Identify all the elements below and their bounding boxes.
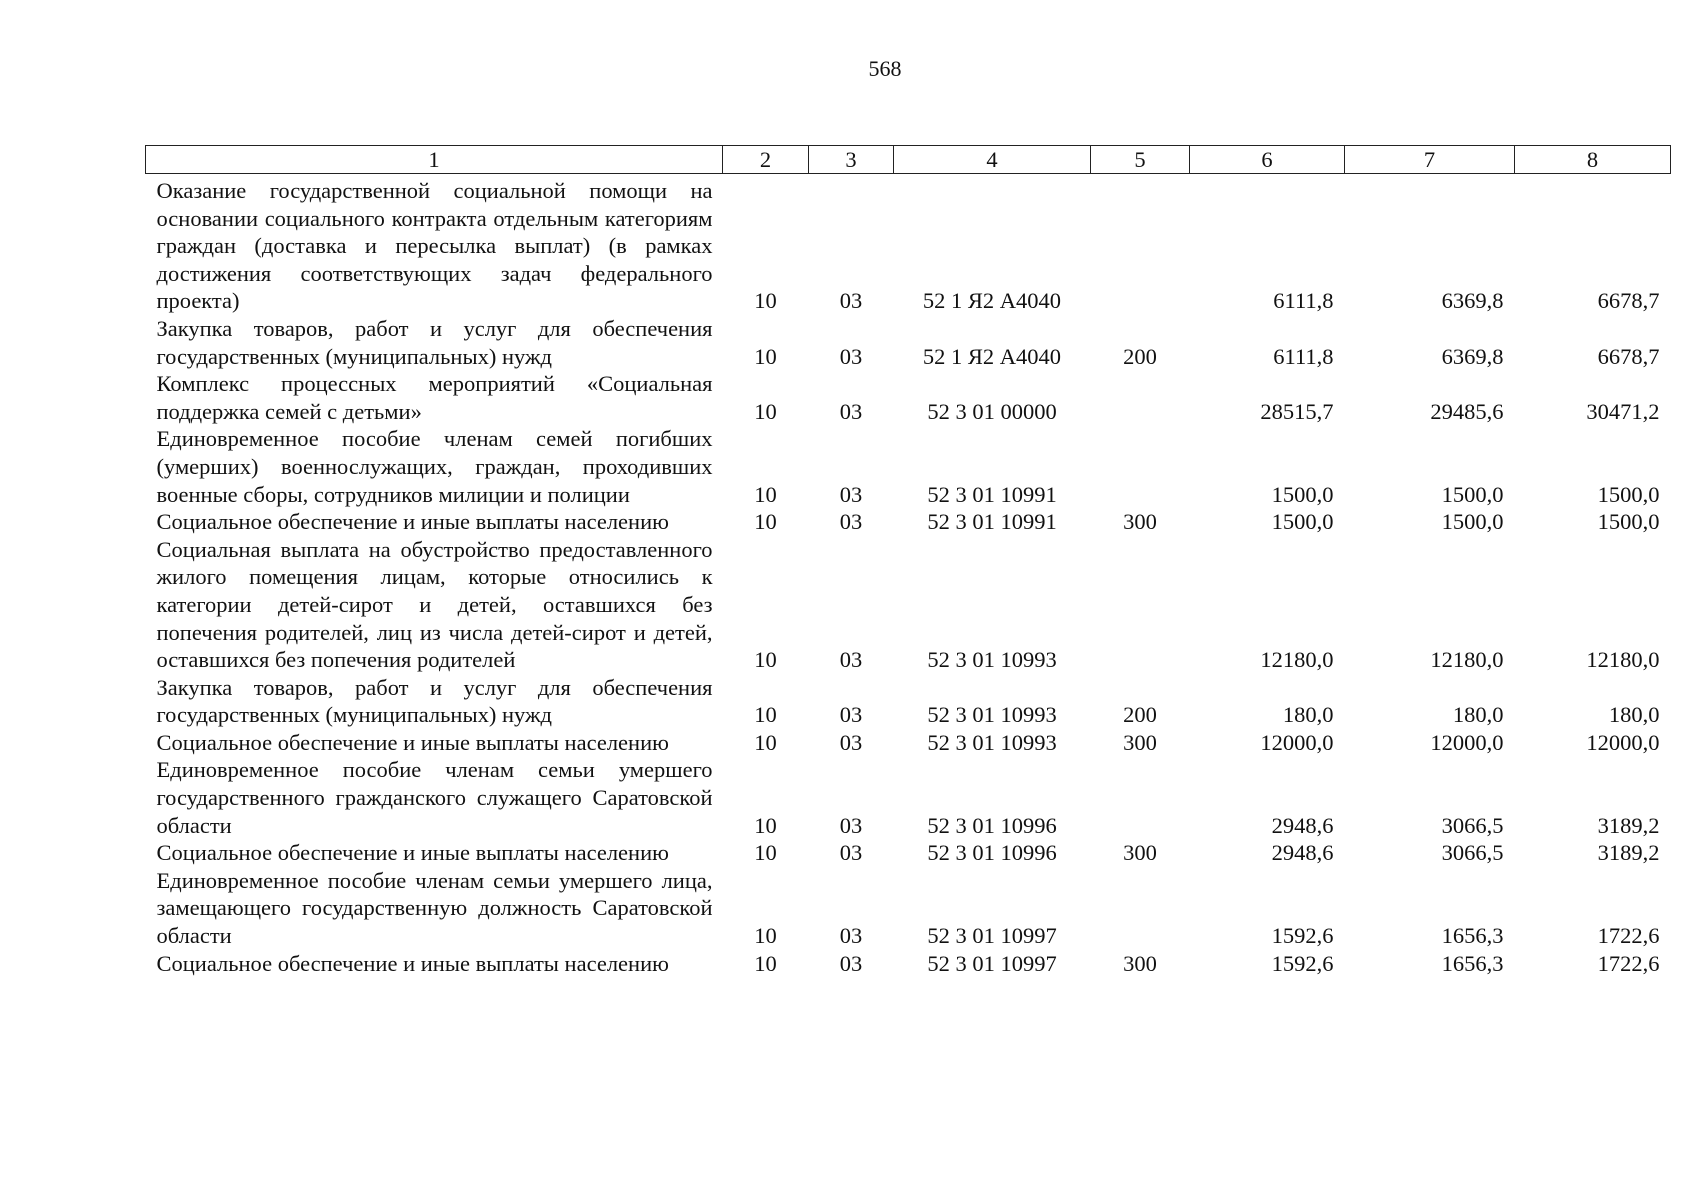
row-target-code: 52 3 01 00000 <box>927 398 1057 424</box>
row-subsection: 03 <box>839 481 863 507</box>
row-value-year2: 6369,8 <box>1441 343 1504 369</box>
row-subsection: 03 <box>839 702 863 728</box>
row-section: 10 <box>754 923 777 949</box>
budget-table <box>145 145 1671 977</box>
row-target-code: 52 3 01 10997 <box>927 923 1057 949</box>
header-col-1: 1 <box>146 146 723 174</box>
row-value-year3: 1722,6 <box>1597 923 1660 949</box>
row-value-year1: 6111,8 <box>1273 288 1334 314</box>
row-expense-type <box>1091 174 1190 315</box>
table-row <box>146 950 1671 978</box>
header-col-3: 3 <box>809 146 894 174</box>
row-value-year1: 1500,0 <box>1271 481 1334 507</box>
row-target-code: 52 1 Я2 A4040 <box>922 343 1062 369</box>
row-value-year3: 12000,0 <box>1586 729 1660 755</box>
row-subsection: 03 <box>839 398 863 424</box>
row-section: 10 <box>754 729 777 755</box>
row-name: Единовременное пособие членам семьи умершего лица, замещающего государственную должность Саратовской области <box>156 867 713 949</box>
row-name: Единовременное пособие членам семей погибших (умерших) военнослужащих, граждан, проходивших военные сборы, сотрудников милиции и полиции <box>156 426 713 507</box>
row-target-code: 52 1 Я2 A4040 <box>922 288 1062 314</box>
row-expense-type: 300 <box>1123 840 1157 866</box>
row-value-year1: 6111,8 <box>1273 343 1334 369</box>
row-value-year3: 1500,0 <box>1597 481 1660 507</box>
row-expense-type: 200 <box>1123 343 1157 369</box>
row-section: 10 <box>754 702 777 728</box>
row-subsection: 03 <box>839 647 863 673</box>
row-name: Социальное обеспечение и иные выплаты населению <box>156 840 669 866</box>
row-name: Закупка товаров, работ и услуг для обеспечения государственных (муниципальных) нужд <box>156 315 713 369</box>
row-value-year3: 6678,7 <box>1597 343 1660 369</box>
table-row <box>146 839 1671 867</box>
table-row <box>146 536 1671 674</box>
row-value-year2: 3066,5 <box>1441 812 1504 838</box>
row-name: Оказание государственной социальной помощи на основании социального контракта отдельным категориям граждан (доставка и пересылка выплат) (в рамках достижения соответствующих задач федерального проекта) <box>156 178 713 314</box>
row-value-year1: 12000,0 <box>1260 729 1334 755</box>
row-section: 10 <box>754 398 777 424</box>
row-value-year3: 1500,0 <box>1597 509 1660 535</box>
row-expense-type: 200 <box>1123 702 1157 728</box>
row-section: 10 <box>754 840 777 866</box>
row-target-code: 52 3 01 10993 <box>927 729 1057 755</box>
row-section: 10 <box>754 812 777 838</box>
row-value-year1: 2948,6 <box>1271 840 1334 866</box>
header-row <box>146 146 1671 174</box>
row-value-year2: 12180,0 <box>1430 647 1504 673</box>
row-expense-type <box>1091 756 1190 839</box>
row-value-year3: 30471,2 <box>1586 398 1660 424</box>
row-value-year2: 180,0 <box>1452 702 1504 728</box>
header-col-2: 2 <box>723 146 809 174</box>
row-target-code: 52 3 01 10991 <box>927 509 1057 535</box>
table-row <box>146 867 1671 950</box>
row-expense-type <box>1091 370 1190 425</box>
table-row <box>146 425 1671 508</box>
table-header <box>146 146 1671 174</box>
row-section: 10 <box>754 950 777 976</box>
row-subsection: 03 <box>839 840 863 866</box>
row-subsection: 03 <box>839 950 863 976</box>
row-value-year1: 12180,0 <box>1260 647 1334 673</box>
row-value-year2: 1500,0 <box>1441 481 1504 507</box>
row-name: Социальное обеспечение и иные выплаты населению <box>156 729 669 755</box>
row-value-year3: 12180,0 <box>1586 647 1660 673</box>
row-name: Социальная выплата на обустройство предоставленного жилого помещения лицам, которые относились к категории детей-сирот и детей, оставшихся без попечения родителей, лиц из числа детей-сирот и детей, оставшихся без попечения родителей <box>156 536 713 673</box>
header-col-4: 4 <box>894 146 1091 174</box>
row-section: 10 <box>754 481 777 507</box>
table-row <box>146 174 1671 315</box>
row-value-year3: 6678,7 <box>1597 288 1660 314</box>
header-col-6: 6 <box>1190 146 1345 174</box>
row-expense-type <box>1091 867 1190 950</box>
row-value-year1: 1592,6 <box>1271 950 1334 976</box>
table-row <box>146 370 1671 425</box>
row-subsection: 03 <box>839 729 863 755</box>
row-value-year2: 1656,3 <box>1441 950 1504 976</box>
row-value-year1: 1592,6 <box>1271 923 1334 949</box>
header-col-5: 5 <box>1091 146 1190 174</box>
table-row <box>146 729 1671 757</box>
row-section: 10 <box>754 647 777 673</box>
row-subsection: 03 <box>839 509 863 535</box>
page-number: 568 <box>868 56 902 81</box>
row-value-year2: 29485,6 <box>1430 398 1504 424</box>
header-col-8: 8 <box>1515 146 1671 174</box>
row-name: Социальное обеспечение и иные выплаты населению <box>156 509 669 535</box>
row-name: Единовременное пособие членам семьи умершего государственного гражданского служащего Саратовской области <box>156 757 713 838</box>
row-value-year1: 2948,6 <box>1271 812 1334 838</box>
row-value-year2: 6369,8 <box>1441 288 1504 314</box>
row-subsection: 03 <box>839 288 863 314</box>
row-target-code: 52 3 01 10991 <box>927 481 1057 507</box>
row-target-code: 52 3 01 10996 <box>927 840 1057 866</box>
row-subsection: 03 <box>839 923 863 949</box>
table-row <box>146 674 1671 729</box>
row-value-year2: 1656,3 <box>1441 923 1504 949</box>
row-section: 10 <box>754 343 777 369</box>
row-value-year1: 28515,7 <box>1260 398 1334 424</box>
row-expense-type <box>1091 536 1190 674</box>
row-value-year3: 180,0 <box>1608 702 1660 728</box>
row-value-year3: 3189,2 <box>1597 840 1660 866</box>
row-value-year2: 1500,0 <box>1441 509 1504 535</box>
row-target-code: 52 3 01 10993 <box>927 702 1057 728</box>
row-subsection: 03 <box>839 812 863 838</box>
row-value-year3: 1722,6 <box>1597 950 1660 976</box>
header-col-7: 7 <box>1345 146 1515 174</box>
row-expense-type: 300 <box>1123 950 1157 976</box>
table-row <box>146 756 1671 839</box>
row-section: 10 <box>754 288 777 314</box>
row-value-year3: 3189,2 <box>1597 812 1660 838</box>
row-target-code: 52 3 01 10997 <box>927 950 1057 976</box>
row-target-code: 52 3 01 10996 <box>927 812 1057 838</box>
row-subsection: 03 <box>839 343 863 369</box>
row-name: Закупка товаров, работ и услуг для обеспечения государственных (муниципальных) нужд <box>156 674 713 728</box>
table-row <box>146 508 1671 536</box>
row-value-year1: 1500,0 <box>1271 509 1334 535</box>
table-row <box>146 315 1671 370</box>
row-name: Комплекс процессных мероприятий «Социальная поддержка семей с детьми» <box>156 371 713 424</box>
row-expense-type: 300 <box>1123 509 1157 535</box>
row-name: Социальное обеспечение и иные выплаты населению <box>156 950 669 976</box>
row-expense-type <box>1091 425 1190 508</box>
row-value-year1: 180,0 <box>1282 702 1334 728</box>
row-expense-type: 300 <box>1123 729 1157 755</box>
row-value-year2: 12000,0 <box>1430 729 1504 755</box>
row-section: 10 <box>754 509 777 535</box>
table-body <box>146 174 1671 978</box>
row-value-year2: 3066,5 <box>1441 840 1504 866</box>
row-target-code: 52 3 01 10993 <box>927 647 1057 673</box>
